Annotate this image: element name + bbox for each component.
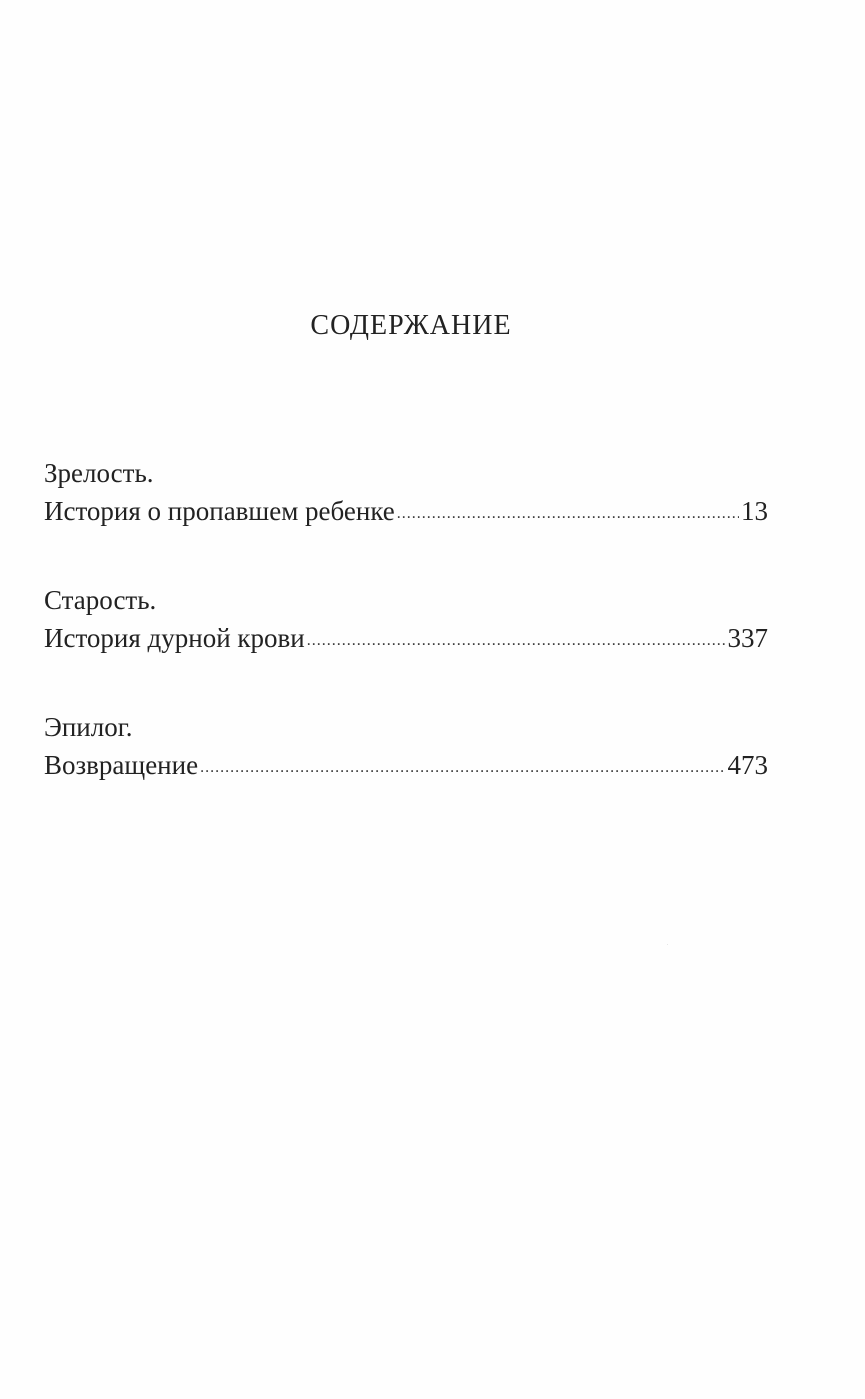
toc-line bbox=[44, 492, 768, 530]
toc-line bbox=[44, 619, 768, 657]
toc-heading: История о пропавшем ребенке bbox=[44, 496, 395, 526]
toc-entry bbox=[44, 708, 768, 784]
toc-entry bbox=[44, 581, 768, 657]
toc-part-label: Старость. bbox=[44, 585, 157, 615]
table-of-contents bbox=[44, 454, 768, 835]
toc-line bbox=[44, 746, 768, 784]
toc-page-number: 13 bbox=[741, 496, 768, 526]
dot-leader bbox=[397, 495, 739, 533]
toc-entry bbox=[44, 454, 768, 530]
dot-leader bbox=[307, 622, 726, 660]
toc-page-number: 337 bbox=[727, 623, 768, 653]
toc-page-number: 473 bbox=[727, 750, 768, 780]
paper-speck bbox=[667, 944, 668, 945]
dot-leader bbox=[200, 749, 725, 787]
toc-part-label: Эпилог. bbox=[44, 712, 133, 742]
toc-heading: Возвращение bbox=[44, 750, 199, 780]
toc-heading: История дурной крови bbox=[44, 623, 305, 653]
toc-part-label: Зрелость. bbox=[44, 458, 154, 488]
page-title: СОДЕРЖАНИЕ bbox=[310, 310, 512, 341]
